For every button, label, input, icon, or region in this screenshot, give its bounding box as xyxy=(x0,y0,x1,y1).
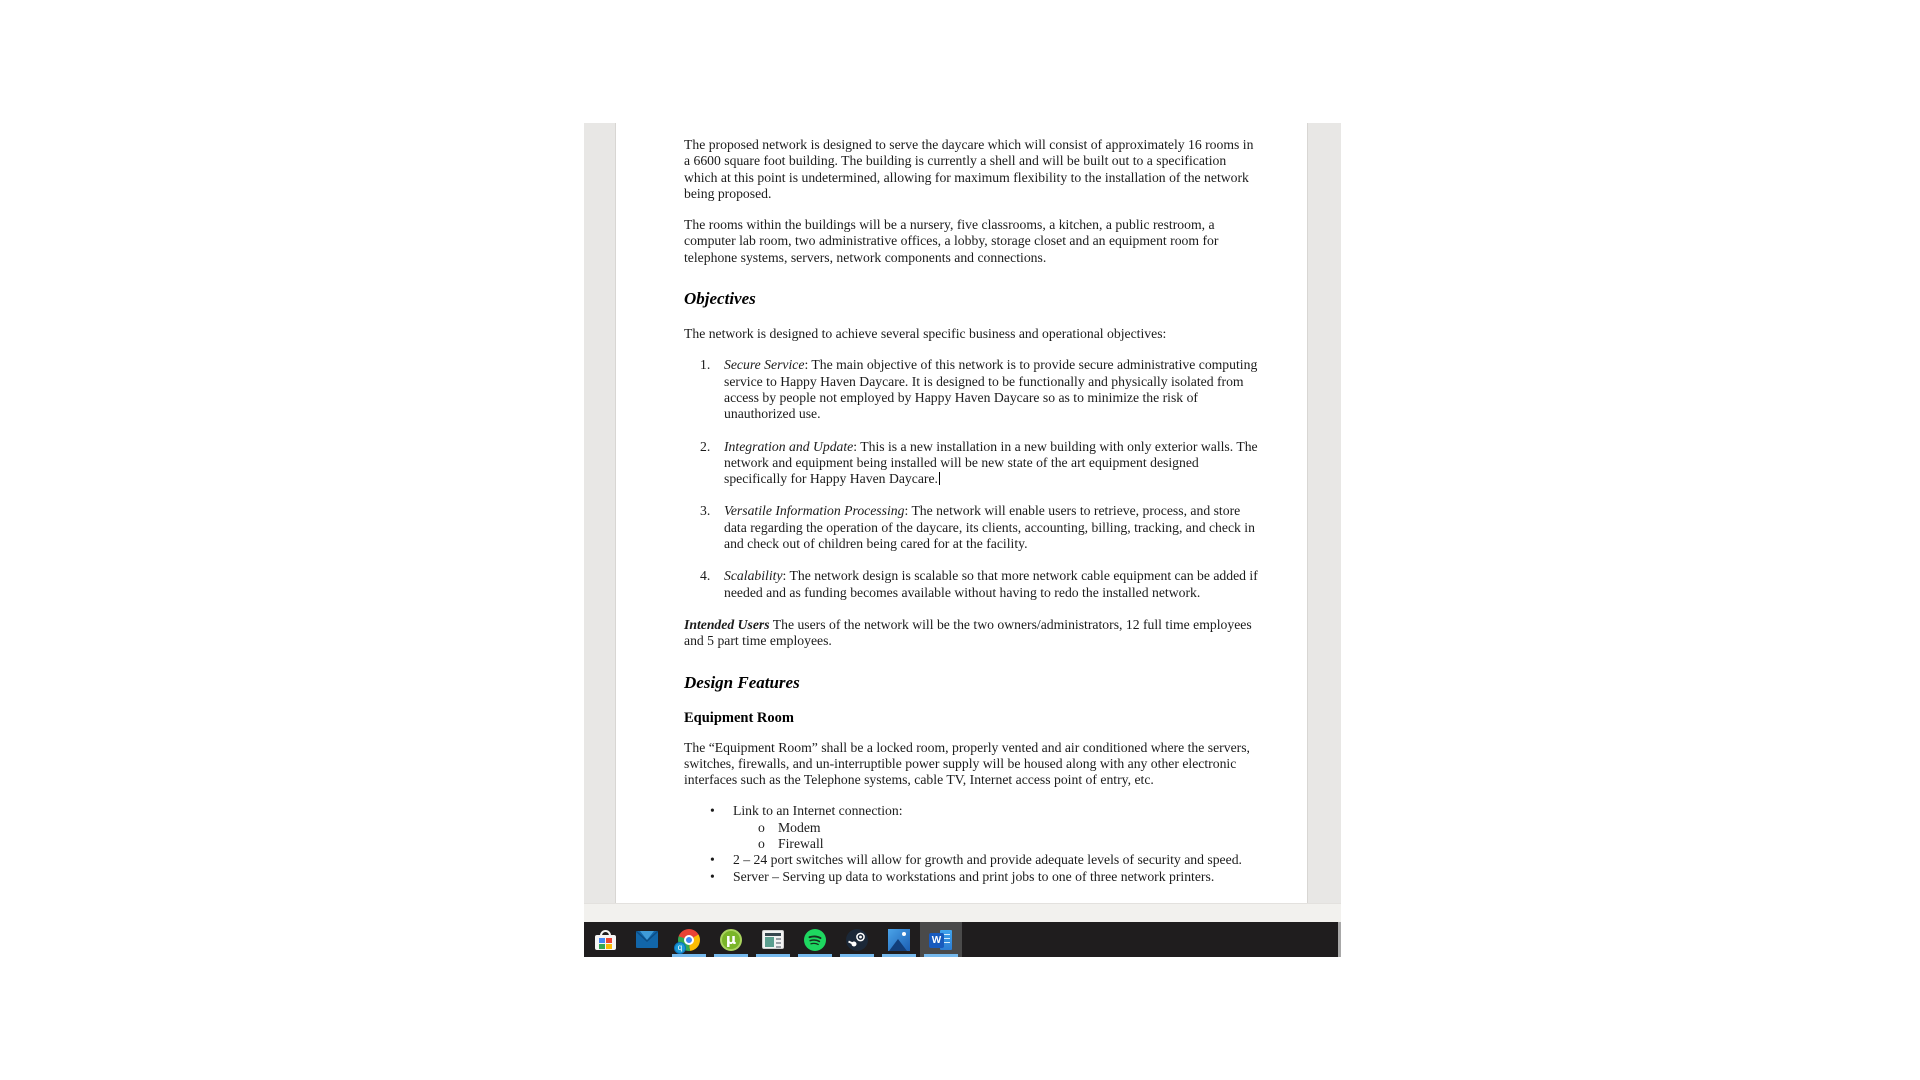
status-strip xyxy=(584,903,1341,922)
chrome-icon xyxy=(678,929,700,951)
running-indicator xyxy=(714,954,748,957)
list-number: 3. xyxy=(700,503,711,519)
steam-icon xyxy=(846,929,868,951)
canvas-margin-right xyxy=(1307,123,1341,903)
bullet-glyph: • xyxy=(710,803,715,819)
paragraph-intended-users[interactable] xyxy=(684,617,1259,650)
heading-design-features[interactable]: Design Features xyxy=(684,672,800,692)
bullet-text: Server – Serving up data to workstations and print jobs to one of three network printers. xyxy=(733,868,1215,884)
sub-bullet-glyph: o xyxy=(758,819,765,835)
running-indicator xyxy=(672,954,706,957)
taskbar-button-utorrent[interactable] xyxy=(710,922,752,957)
canvas-margin-left xyxy=(584,123,616,903)
word-logo-letter: W xyxy=(929,933,944,948)
list-item[interactable] xyxy=(684,439,1259,488)
list-item-text xyxy=(724,357,1259,422)
list-number: 1. xyxy=(700,357,711,373)
taskbar xyxy=(584,922,1341,957)
news-app-icon xyxy=(762,930,784,949)
list-number: 4. xyxy=(700,568,711,584)
text-cursor xyxy=(939,472,940,485)
mail-icon xyxy=(636,931,658,948)
bullet-text: Link to an Internet connection: xyxy=(733,803,903,819)
word-icon xyxy=(929,929,953,951)
list-item[interactable] xyxy=(684,803,1259,819)
paragraph-objectives-intro[interactable]: The network is designed to achieve several specific business and operational objectives: xyxy=(684,326,1167,342)
running-indicator xyxy=(756,954,790,957)
bullet-glyph: • xyxy=(710,852,715,868)
objective-term: Scalability xyxy=(724,568,783,584)
taskbar-button-spotify[interactable] xyxy=(794,922,836,957)
bullet-text: Firewall xyxy=(778,836,824,852)
bullet-text: 2 – 24 port switches will allow for growth and provide adequate levels of security and speed. xyxy=(733,852,1242,868)
heading-objectives[interactable]: Objectives xyxy=(684,289,756,309)
document-content xyxy=(616,123,1307,885)
word-window xyxy=(584,123,1341,922)
list-item[interactable] xyxy=(684,852,1259,868)
photos-icon xyxy=(888,929,910,951)
paragraph-rooms[interactable]: The rooms within the buildings will be a nursery, five classrooms, a kitchen, a public restroom, a computer lab room, two administrative offices, a lobby, storage closet and an equipment room for telephone systems, servers, network components and connections. xyxy=(684,217,1219,265)
taskbar-button-steam[interactable] xyxy=(836,922,878,957)
objective-term: Integration and Update xyxy=(724,438,854,454)
taskbar-button-photos[interactable] xyxy=(878,922,920,957)
taskbar-button-chrome[interactable] xyxy=(668,922,710,957)
list-item[interactable] xyxy=(684,357,1259,422)
list-item-text xyxy=(724,439,1259,488)
list-item[interactable] xyxy=(684,568,1259,601)
list-item-text xyxy=(724,503,1259,552)
intended-users-label: Intended Users xyxy=(684,616,770,632)
objective-body: : The network design is scalable so that more network cable equipment can be added if needed and as funding becomes available without having to redo the installed network. xyxy=(724,568,1258,600)
utorrent-icon: µ xyxy=(720,929,742,951)
taskbar-button-store[interactable] xyxy=(584,922,626,957)
microsoft-store-icon xyxy=(595,930,616,950)
running-indicator xyxy=(924,954,958,957)
list-item[interactable] xyxy=(684,869,1259,885)
objective-term: Secure Service xyxy=(724,357,805,373)
objective-body: : The main objective of this network is to provide secure administrative computing service to Happy Haven Daycare. It is designed to be functionally and physically isolated from access by people not employed by Happy Haven Daycare so as to minimize the risk of unauthorized use. xyxy=(724,357,1258,422)
list-item[interactable] xyxy=(684,820,1259,836)
list-item[interactable] xyxy=(684,836,1259,852)
sub-bullet-glyph: o xyxy=(758,836,765,852)
running-indicator xyxy=(840,954,874,957)
spotify-icon xyxy=(804,929,826,951)
heading-equipment-room[interactable]: Equipment Room xyxy=(684,709,794,726)
taskbar-button-mail[interactable] xyxy=(626,922,668,957)
running-indicator xyxy=(882,954,916,957)
intended-users-text: The users of the network will be the two owners/administrators, 12 full time employees and 5 part time employees. xyxy=(684,616,1252,649)
bullet-text: Modem xyxy=(778,819,821,835)
document-page[interactable] xyxy=(616,123,1307,903)
taskbar-button-news[interactable] xyxy=(752,922,794,957)
objective-term: Versatile Information Processing xyxy=(724,503,905,519)
chrome-badge: q xyxy=(674,942,686,954)
document-canvas xyxy=(584,123,1341,903)
list-item-text xyxy=(724,568,1259,601)
objective-body: : This is a new installation in a new building with only exterior walls. The network and equipment being installed will be new state of the art equipment designed specifically for Happy Haven Daycare. xyxy=(724,438,1258,487)
running-indicator xyxy=(798,954,832,957)
list-item[interactable] xyxy=(684,503,1259,552)
bullet-list xyxy=(684,803,1259,884)
objectives-list xyxy=(684,357,1259,601)
bullet-glyph: • xyxy=(710,868,715,884)
list-number: 2. xyxy=(700,438,711,454)
paragraph-proposed-network[interactable]: The proposed network is designed to serve the daycare which will consist of approximately 16 rooms in a 6600 square foot building. The building is currently a shell and will be built out to a specification which at this point is undetermined, allowing for maximum flexibility to the installation of the network being proposed. xyxy=(684,137,1254,201)
objective-body: : The network will enable users to retrieve, process, and store data regarding the operation of the daycare, its clients, accounting, billing, tracking, and check in and check out of children being cared for at the facility. xyxy=(724,503,1255,552)
taskbar-button-word[interactable] xyxy=(920,922,962,957)
paragraph-equipment-room[interactable]: The “Equipment Room” shall be a locked room, properly vented and air conditioned where the servers, switches, firewalls, and un-interruptible power supply will be housed along with any other electronic interfaces such as the Telephone systems, cable TV, Internet access point of entry, etc. xyxy=(684,739,1250,788)
